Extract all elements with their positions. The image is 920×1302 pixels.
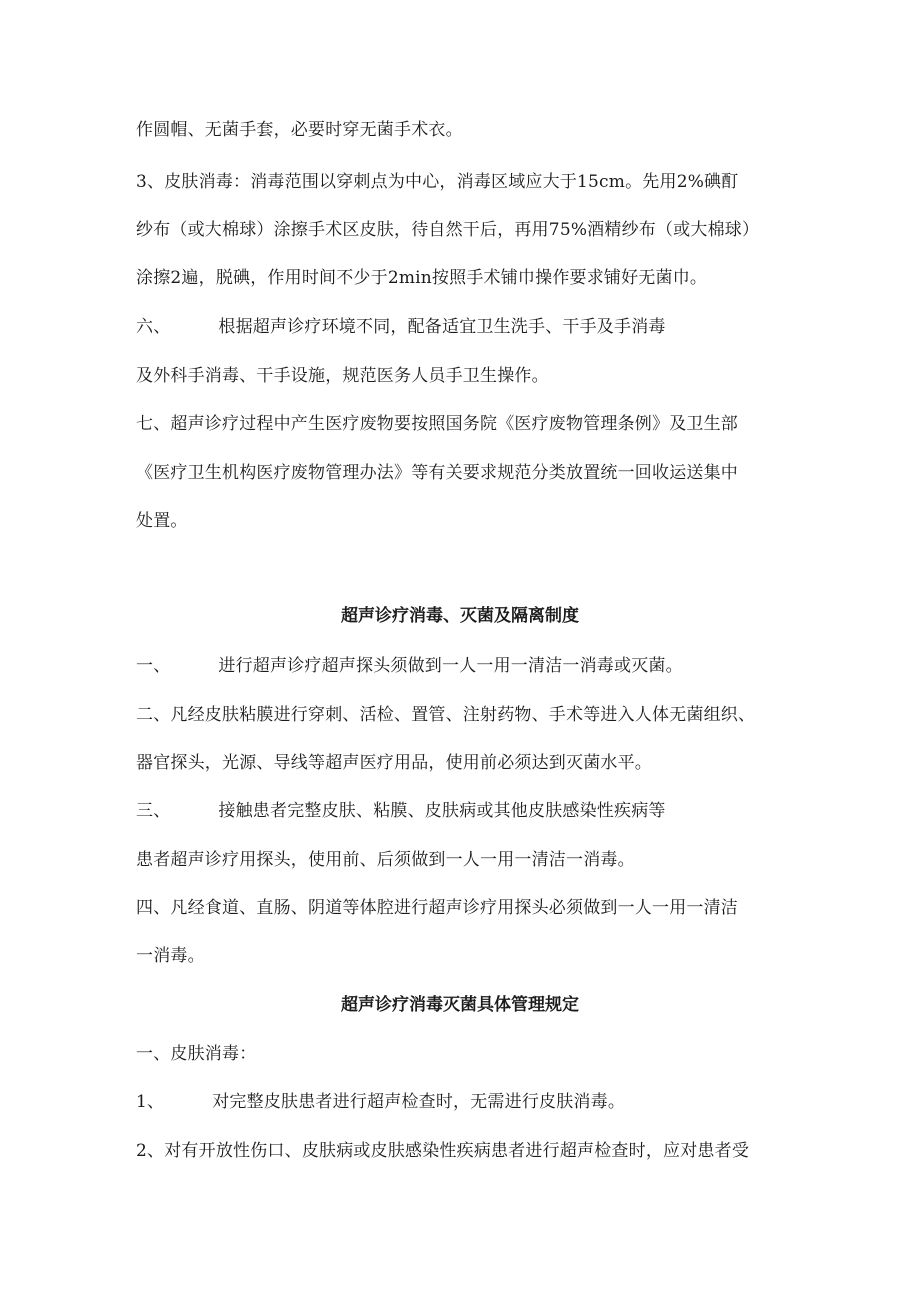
paragraph-line [136,654,810,678]
paragraph-line: 四、凡经食道、直肠、阴道等体腔进行超声诊疗用探头必须做到一人一用一清洁 [136,898,738,918]
item-number: 三、 [136,801,171,821]
paragraph-line: 3、皮肤消毒：消毒范围以穿刺点为中心，消毒区域应大于15cm。先用2%碘酊 [136,172,739,192]
paragraph-line: 一消毒。 [136,946,205,966]
item-text: 对完整皮肤患者进行超声检查时，无需进行皮肤消毒。 [212,1092,626,1112]
paragraph-line [136,1090,810,1114]
paragraph-line: 及外科手消毒、干手设施，规范医务人员手卫生操作。 [136,366,549,386]
paragraph-line [136,799,810,823]
paragraph-line: 纱布（或大棉球）涂擦手术区皮肤，待自然干后，再用75%酒精纱布（或大棉球） [136,220,760,240]
item-number: 一、 [136,656,171,676]
paragraph-line: 处置。 [136,511,188,531]
item-number: 1、 [136,1092,165,1112]
paragraph-line: 器官探头，光源、导线等超声医疗用品，使用前必须达到灭菌水平。 [136,753,652,773]
section-heading: 超声诊疗消毒、灭菌及隔离制度 [341,606,579,626]
paragraph-line: 二、凡经皮肤粘膜进行穿刺、活检、置管、注射药物、手术等进入人体无菌组织、 [136,705,756,725]
paragraph-line: 作圆帽、无菌手套，必要时穿无菌手术衣。 [136,120,463,140]
item-text: 根据超声诊疗环境不同，配备适宜卫生洗手、干手及手消毒 [218,317,666,337]
item-text: 进行超声诊疗超声探头须做到一人一用一清洁一消毒或灭菌。 [218,656,683,676]
paragraph-line: 涂擦2遍，脱碘，作用时间不少于2min按照手术铺巾操作要求铺好无菌巾。 [136,268,708,288]
paragraph-line: 一、皮肤消毒： [136,1044,257,1064]
section-heading: 超声诊疗消毒灭菌具体管理规定 [341,995,579,1015]
paragraph-line: 2、对有开放性伤口、皮肤病或皮肤感染性疾病患者进行超声检查时，应对患者受 [136,1141,750,1161]
paragraph-line: 《医疗卫生机构医疗废物管理办法》等有关要求规范分类放置统一回收运送集中 [136,463,738,483]
item-number: 六、 [136,317,171,337]
item-text: 接触患者完整皮肤、粘膜、皮肤病或其他皮肤感染性疾病等 [218,801,666,821]
paragraph-line: 患者超声诊疗用探头，使用前、后须做到一人一用一清洁一消毒。 [136,850,635,870]
paragraph-line: 七、超声诊疗过程中产生医疗废物要按照国务院《医疗废物管理条例》及卫生部 [136,414,738,434]
paragraph-line [136,315,810,339]
